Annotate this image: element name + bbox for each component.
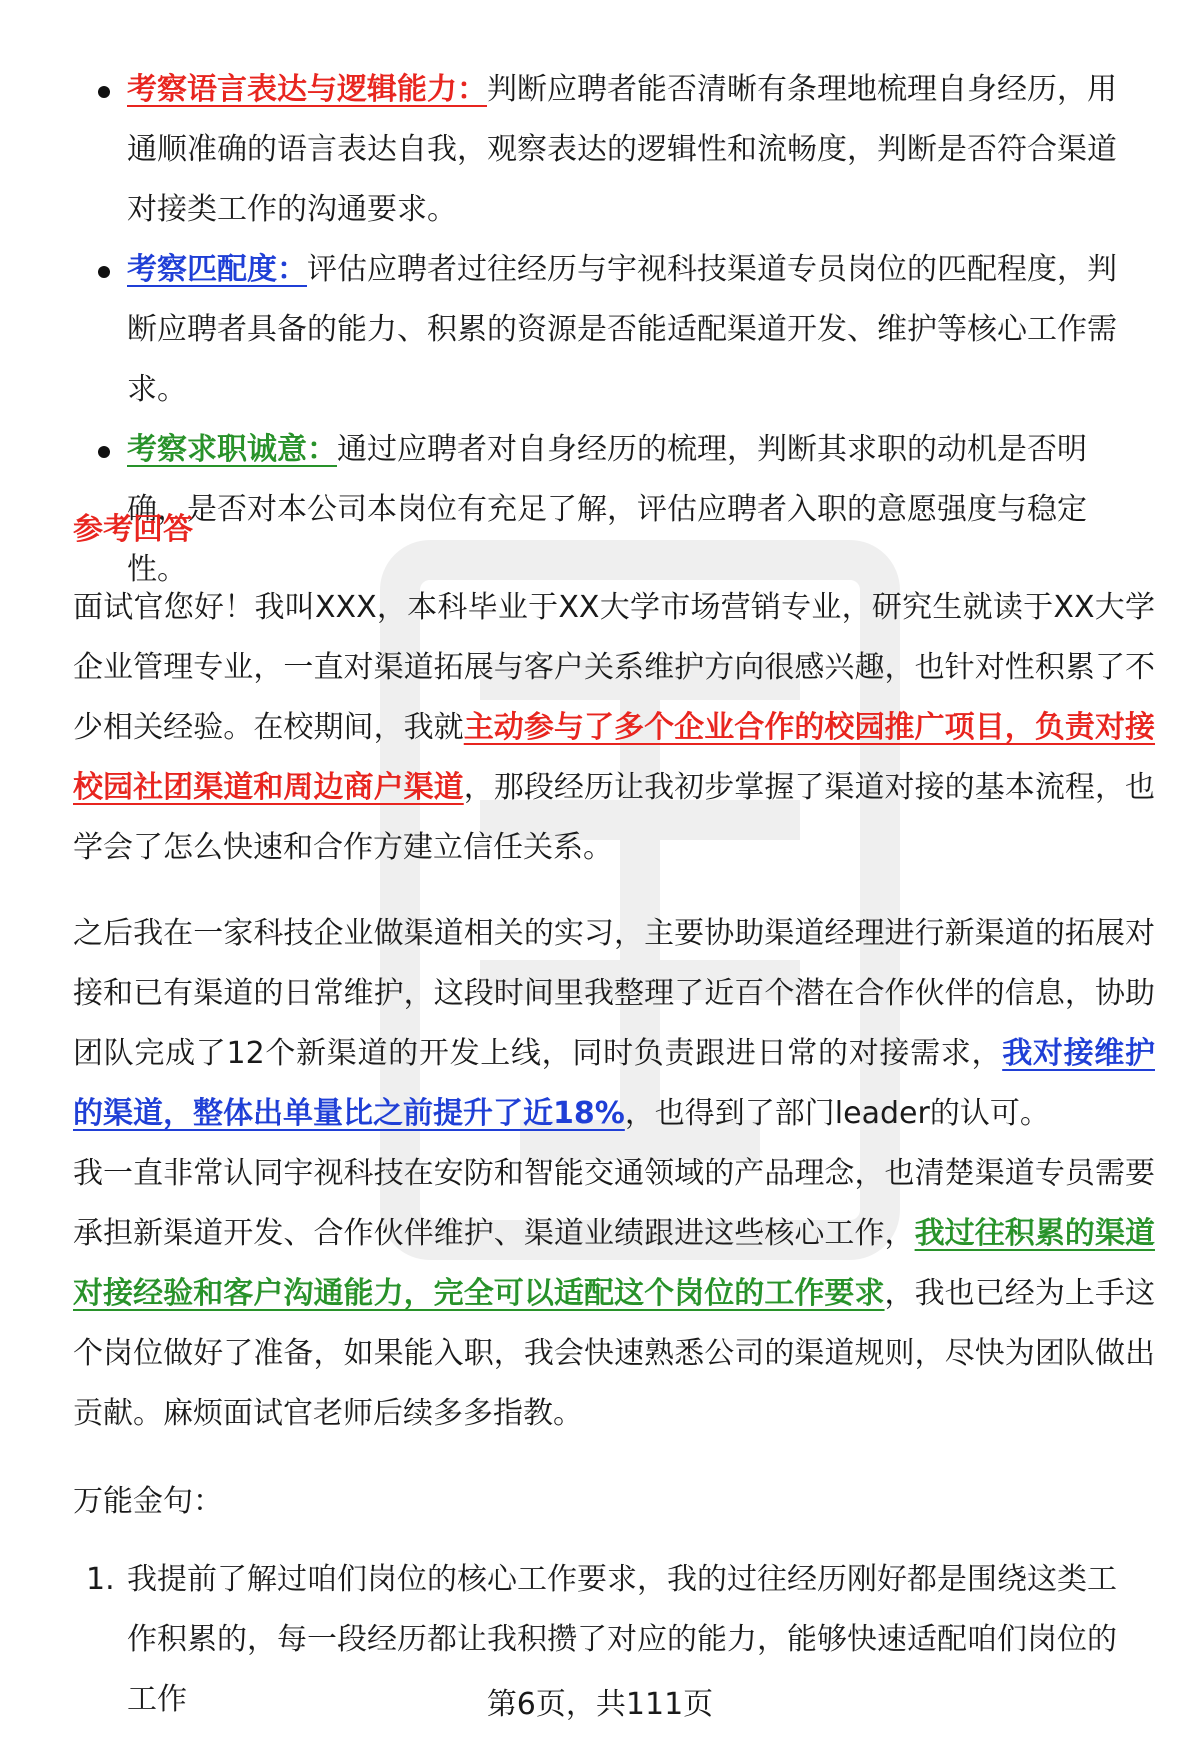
- criterion-text: 判断应聘者能否清晰有条理地梳理自身经历，用通顺准确的语言表达自我，观察表达的逻辑性和流畅度，判断是否符合渠道对接类工作的沟通要求。: [127, 72, 1117, 227]
- bullet-dot-icon: [98, 446, 110, 458]
- page-footer: 第6页，共111页: [486, 1687, 714, 1722]
- list-item: [0, 240, 1143, 420]
- list-number: 1.: [86, 1562, 115, 1597]
- paragraph-text: ，那段经历让我初步掌握了渠道对接的基本流程，也学会了怎么快速和合作方建立信任关系。: [73, 770, 1156, 865]
- answer-paragraph-2: [73, 904, 1155, 1144]
- section-title: 参考回答: [73, 512, 193, 547]
- paragraph-text: ，我也已经为上手这个岗位做好了准备，如果能入职，我会快速熟悉公司的渠道规则，尽快为团队做出贡献。麻烦面试官老师后续多多指教。: [73, 1276, 1156, 1431]
- answer-paragraph-1: [73, 578, 1155, 878]
- list-item: [0, 60, 1143, 240]
- paragraph-text: 我一直非常认同宇视科技在安防和智能交通领域的产品理念，也清楚渠道专员需要承担新渠道开发、合作伙伴维护、渠道业绩跟进这些核心工作，: [73, 1156, 1155, 1251]
- criterion-label-match: 考察匹配度：: [127, 252, 307, 287]
- criterion-text: 评估应聘者过往经历与宇视科技渠道专员岗位的匹配程度，判断应聘者具备的能力、积累的资源是否能适配渠道开发、维护等核心工作需求。: [127, 252, 1117, 407]
- highlight-text: 我过往积累的渠道对接经验和客户沟通能力，完全可以适配这个岗位的工作要求: [73, 1216, 1156, 1311]
- list-item-text: 我提前了解过咱们岗位的核心工作要求，我的过往经历刚好都是围绕这类工作积累的，每一段经历都让我积攒了对应的能力，能够快速适配咱们岗位的工作: [127, 1562, 1117, 1717]
- highlight-text: 主动参与了多个企业合作的校园推广项目，负责对接校园社团渠道和周边商户渠道: [73, 710, 1156, 805]
- paragraph-text: 之后我在一家科技企业做渠道相关的实习，主要协助渠道经理进行新渠道的拓展对接和已有渠道的日常维护，这段时间里我整理了近百个潜在合作伙伴的信息，协助团队完成了12个新渠道的开发上线，同时负责跟进日常的对接需求，: [73, 916, 1155, 1071]
- paragraph-text: ，也得到了部门leader的认可。: [624, 1096, 1050, 1131]
- bullet-dot-icon: [98, 86, 110, 98]
- criterion-text: 通过应聘者对自身经历的梳理，判断其求职的动机是否明确，是否对本公司本岗位有充足了解，评估应聘者入职的意愿强度与稳定性。: [127, 432, 1087, 587]
- paragraph-text: 面试官您好！我叫XXX，本科毕业于XX大学市场营销专业，研究生就读于XX大学企业管理专业，一直对渠道拓展与客户关系维护方向很感兴趣，也针对性积累了不少相关经验。在校期间，我就: [73, 590, 1155, 745]
- criterion-label-language: 考察语言表达与逻辑能力：: [127, 72, 487, 107]
- bullet-dot-icon: [98, 266, 110, 278]
- highlight-text: 我对接维护的渠道，整体出单量比之前提升了近18%: [73, 1036, 1155, 1131]
- golden-sentences-title: 万能金句：: [73, 1484, 223, 1519]
- criterion-label-sincerity: 考察求职诚意：: [127, 432, 337, 467]
- answer-paragraph-3: [73, 1144, 1155, 1444]
